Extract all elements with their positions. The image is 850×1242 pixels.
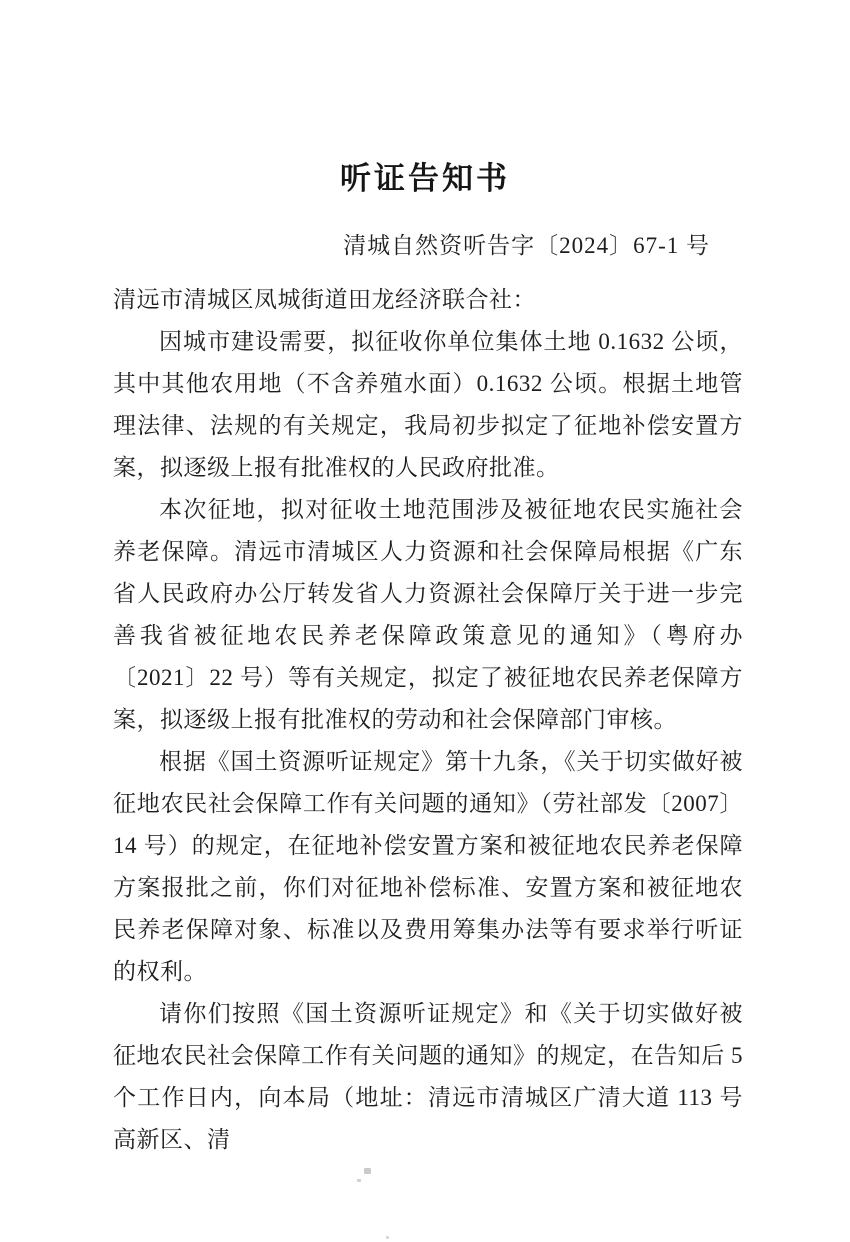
document-number: 清城自然资听告字〔2024〕67-1 号 bbox=[343, 233, 710, 258]
scan-artifact bbox=[364, 1168, 371, 1174]
document-body bbox=[113, 279, 743, 1161]
document-title: 听证告知书 bbox=[340, 161, 510, 196]
paragraph-hearing-request: 请你们按照《国土资源听证规定》和《关于切实做好被征地农民社会保障工作有关问题的通知》的规定，在告知后 5 个工作日内，向本局（地址：清远市清城区广清大道 113 号高新区、清 bbox=[113, 1001, 743, 1152]
paragraph-social-security: 本次征地，拟对征收土地范围涉及被征地农民实施社会养老保障。清远市清城区人力资源和社会保障局根据《广东省人民政府办公厅转发省人力资源社会保障厅关于进一步完善我省被征地农民养老保障政策意见的通知》（粤府办〔2021〕22 号）等有关规定，拟定了被征地农民养老保障方案，拟逐级上报有批准权的劳动和社会保障部门审核。 bbox=[113, 497, 743, 732]
paragraph-hearing-rights: 根据《国土资源听证规定》第十九条，《关于切实做好被征地农民社会保障工作有关问题的通知》（劳社部发〔2007〕14 号）的规定，在征地补偿安置方案和被征地农民养老保障方案报批之前，你们对征地补偿标准、安置方案和被征地农民养老保障对象、标准以及费用筹集办法等有要求举行听证的权利。 bbox=[113, 749, 743, 984]
paragraph-land-acquisition: 因城市建设需要，拟征收你单位集体土地 0.1632 公顷，其中其他农用地（不含养殖水面）0.1632 公顷。根据土地管理法律、法规的有关规定，我局初步拟定了征地补偿安置方案，拟逐级上报有批准权的人民政府批准。 bbox=[113, 329, 743, 480]
scan-artifact bbox=[357, 1179, 361, 1182]
addressee-line: 清远市清城区凤城街道田龙经济联合社： bbox=[113, 287, 536, 312]
scan-artifact bbox=[386, 1236, 389, 1239]
